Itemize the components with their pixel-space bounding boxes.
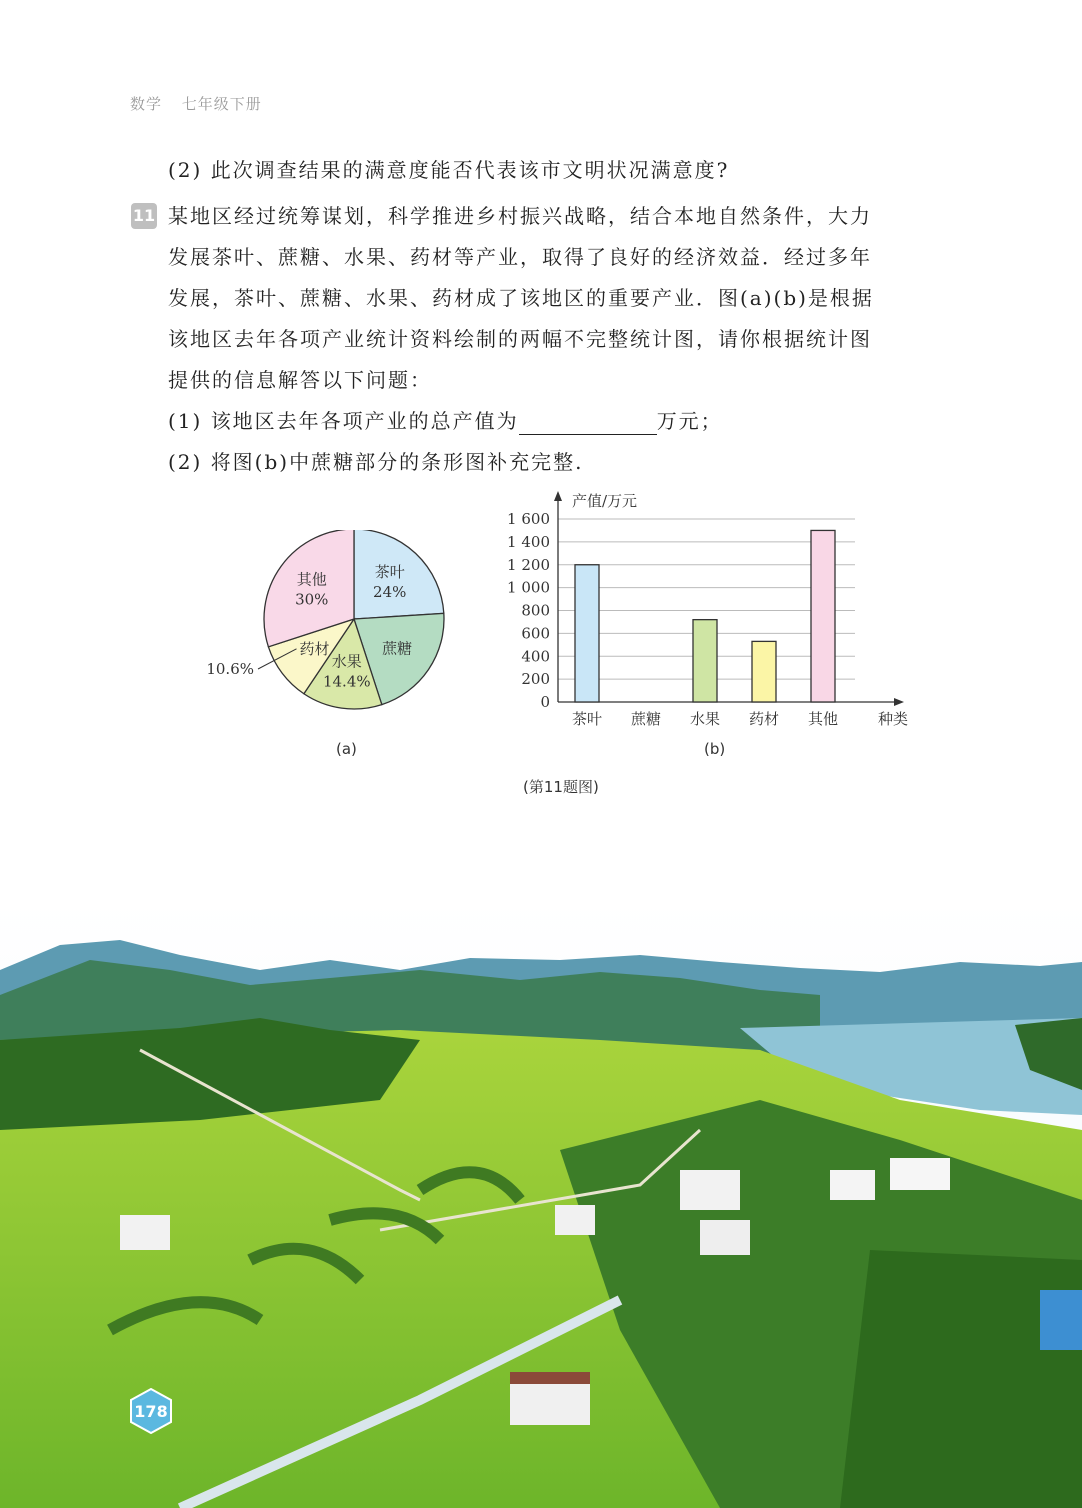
page-number: 178 [134,1402,168,1421]
x-tick-label-4: 其他 [807,710,839,728]
pie-slice-name-3: 药材 [299,639,330,658]
question-text-line-2: 发展茶叶、蔗糖、水果、药材等产业，取得了良好的经济效益．经过多年 [168,245,872,269]
y-tick-label-4: 800 [521,601,550,620]
bar-4 [811,530,835,702]
bar-chart [500,485,920,740]
y-tick-label-8: 1 600 [507,510,550,528]
pie-slice-name-4: 其他 [296,570,327,589]
pie-slice-pct-4: 30% [295,590,329,609]
y-tick-label-5: 1 000 [507,578,550,597]
question-text-line-5: 提供的信息解答以下问题： [168,368,432,392]
pie-slice-name-0: 茶叶 [374,562,405,581]
pie-chart [190,530,470,730]
y-tick-label-3: 600 [521,624,550,643]
y-tick-label-1: 200 [521,670,550,689]
y-axis-label: 产值/万元 [572,492,638,510]
caption-b: (b) [704,740,726,758]
question-text-line-1: 某地区经过统筹谋划，科学推进乡村振兴战略，结合本地自然条件，大力 [168,204,872,228]
sub-question-1 [168,407,723,435]
header-grade: 七年级下册 [181,95,262,113]
x-tick-label-1: 蔗糖 [630,710,662,728]
x-axis-arrow [894,698,904,706]
x-tick-label-2: 水果 [689,710,721,728]
page-header [130,93,262,114]
previous-question-2: (2) 此次调查结果的满意度能否代表该市文明状况满意度? [168,158,730,182]
header-subject: 数学 [130,95,163,113]
pie-slice-name-2: 水果 [331,652,362,671]
sub-question-1-text: (1) 该地区去年各项产业的总产值为 [168,409,519,433]
bar-3 [752,641,776,702]
figure-caption: (第11题图) [523,778,599,796]
pie-slice-pct-3: 10.6% [206,660,254,678]
answer-blank [519,412,657,435]
question-number-badge: 11 [131,203,157,229]
y-tick-label-0: 0 [540,693,550,711]
pie-slice-name-1: 蔗糖 [382,639,413,658]
y-tick-label-6: 1 200 [507,555,550,574]
bar-2 [693,620,717,702]
caption-a: (a) [336,740,357,758]
question-text-line-4: 该地区去年各项产业统计资料绘制的两幅不完整统计图，请你根据统计图 [168,327,872,351]
y-tick-label-7: 1 400 [507,532,550,551]
sub-question-1-unit: 万元； [656,409,723,433]
x-tick-label-0: 茶叶 [571,710,603,728]
y-axis-arrow [554,491,562,501]
sub-question-2: (2) 将图(b)中蔗糖部分的条形图补充完整. [168,450,584,474]
question-text-line-3: 发展，茶叶、蔗糖、水果、药材成了该地区的重要产业．图(a)(b)是根据 [168,286,874,310]
x-axis-label: 种类 [877,710,909,728]
pie-slice-pct-2: 14.4% [322,672,371,691]
bar-0 [575,565,599,702]
x-tick-label-3: 药材 [748,710,780,728]
y-tick-label-2: 400 [521,647,550,666]
pie-slice-pct-0: 24% [373,582,407,601]
page-number-badge [128,1388,174,1434]
